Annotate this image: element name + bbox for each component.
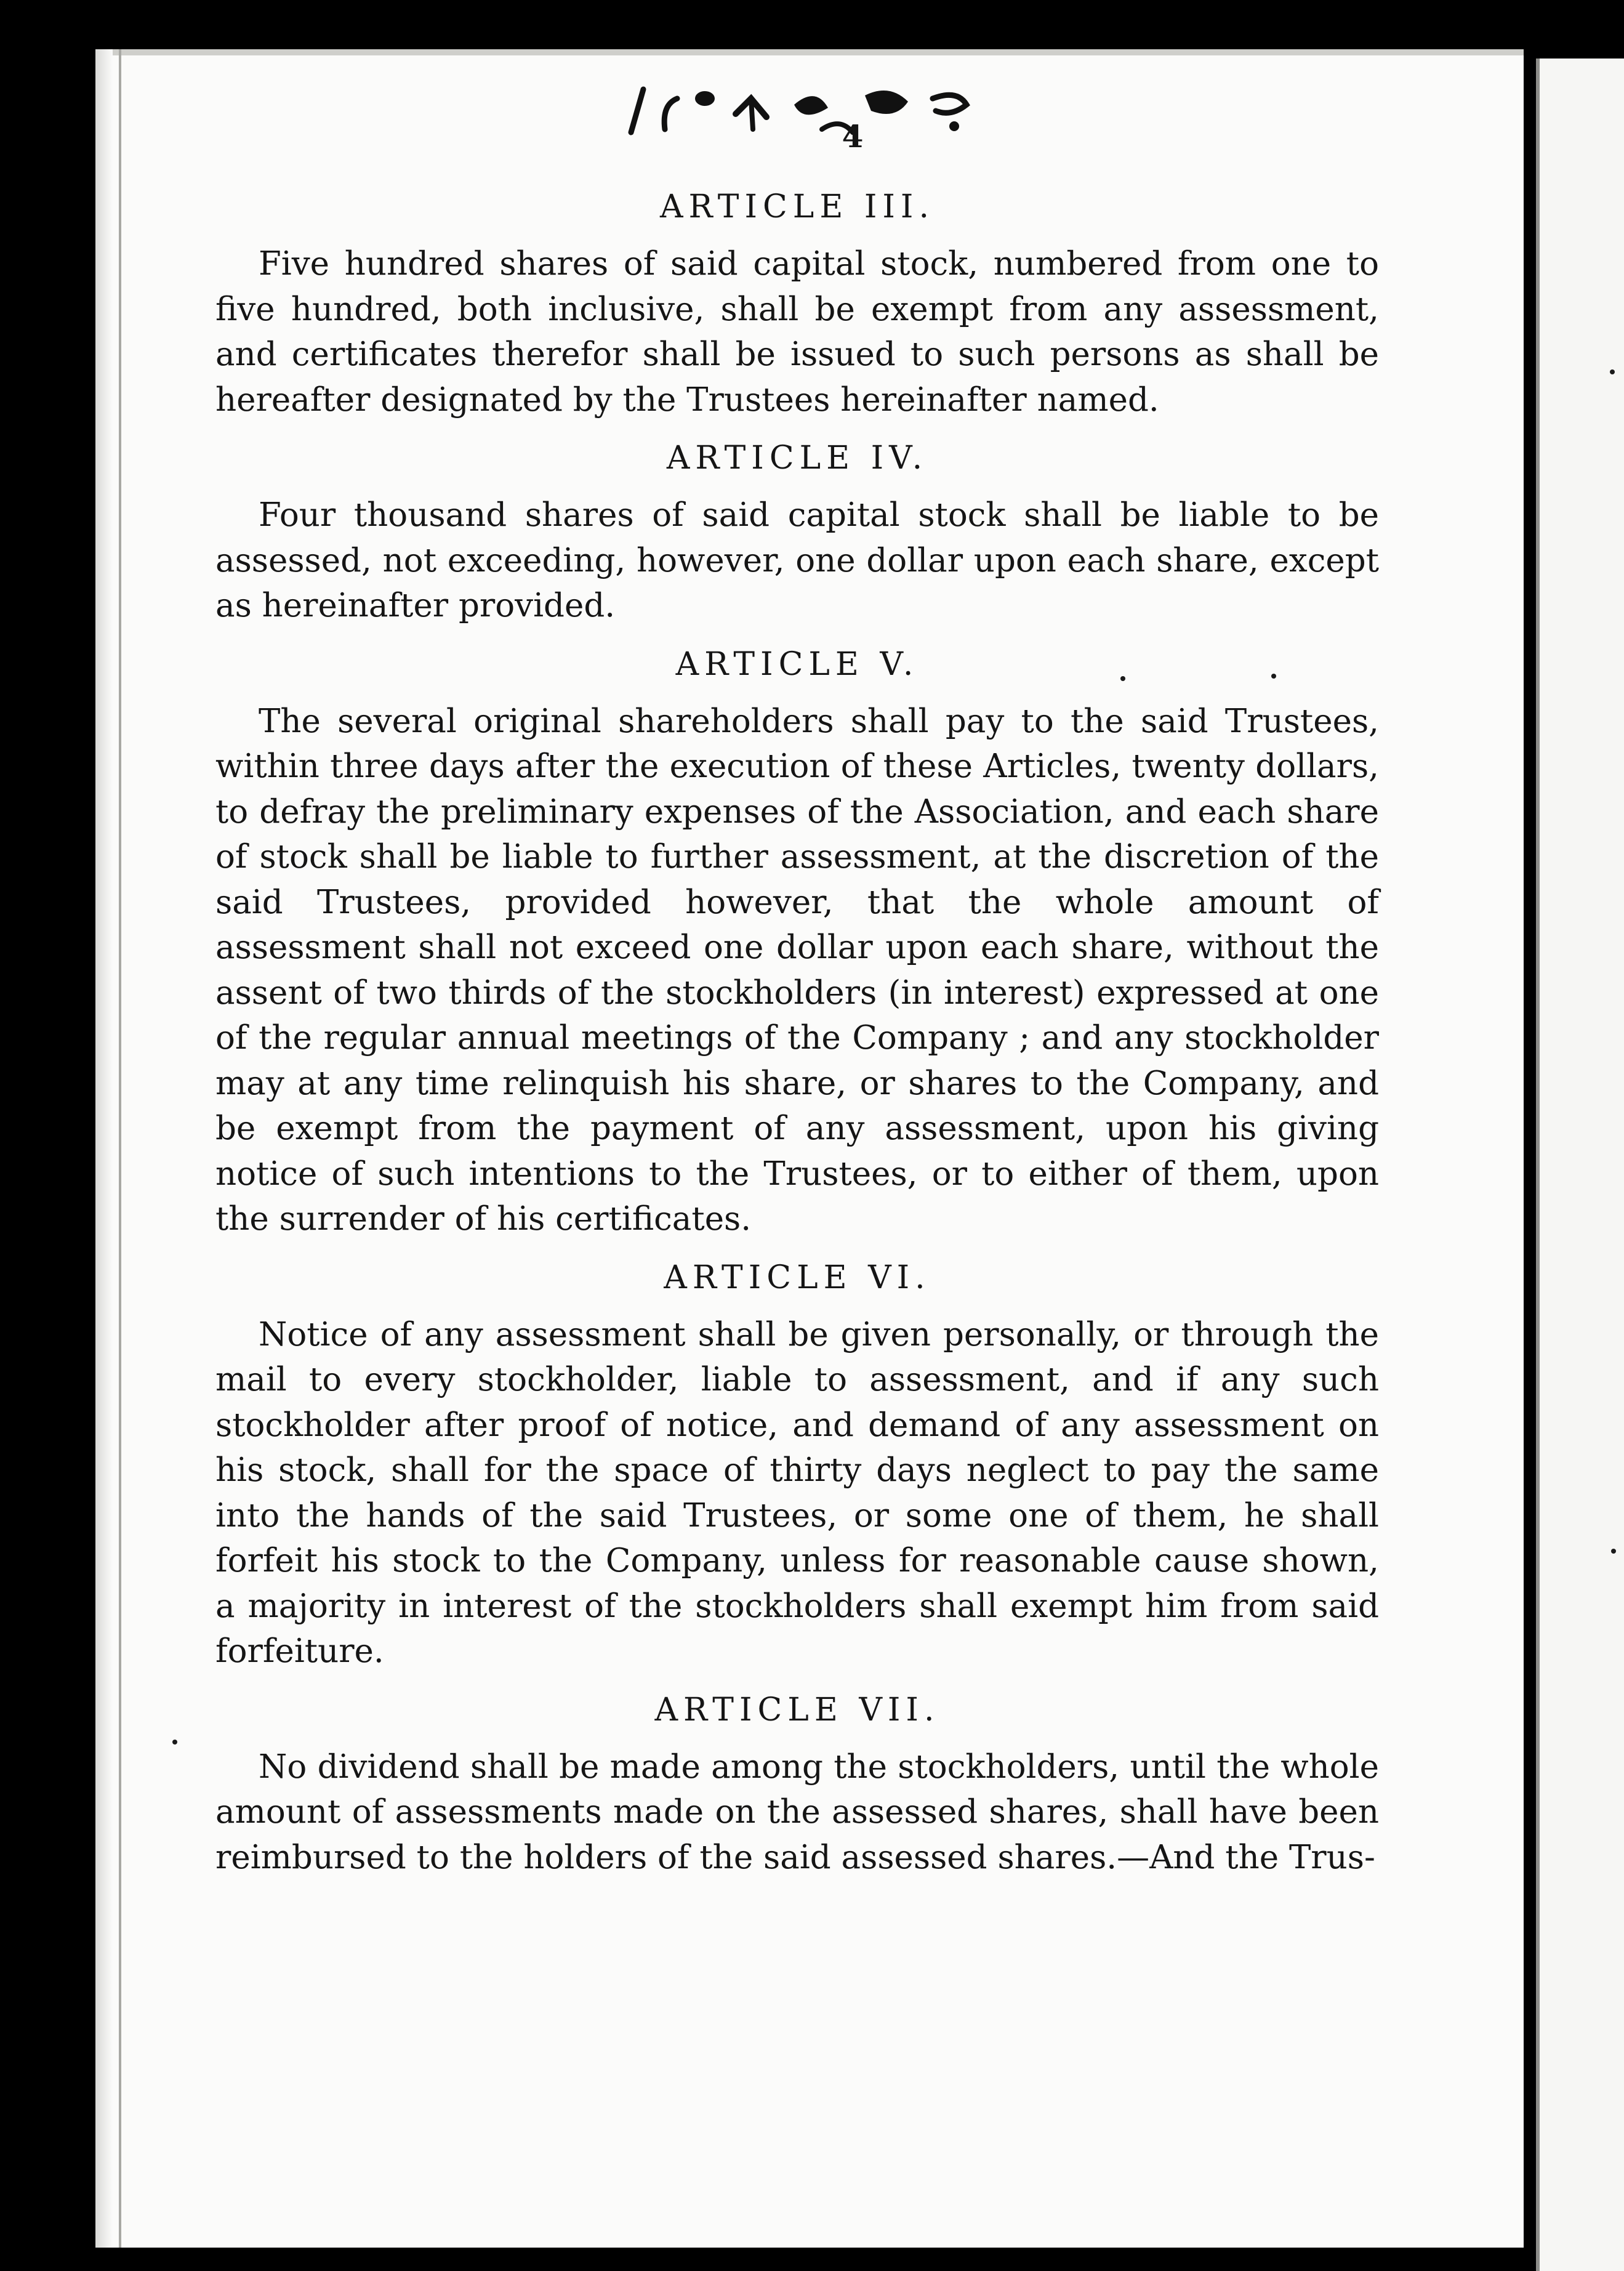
article-paragraph: Notice of any assessment shall be given personally, or through the mail to every stockholder, liable to assessment, and if any such stockholder after proof of notice, and demand of any assessment on his stock, shall for the space of thirty days neglect to pay the same into the hands of the said Trustees, or some one of them, he shall forfeit his stock to the Company, unless for reasonable cause shown, a majority in interest of the stockholders shall exempt him from said forfeiture. [215, 1315, 1379, 1670]
ink-speck [1611, 1549, 1616, 1554]
article-heading: ARTICLE V. [675, 645, 919, 683]
page-top-edge [95, 49, 1524, 55]
binding-rule [119, 49, 121, 2248]
article-paragraph: No dividend shall be made among the stockholders, until the whole amount of assessments made on the assessed shares, shall have been reimbursed to the holders of the said assessed shares.—And the Trus- [215, 1748, 1379, 1876]
adjacent-page-shadow [1536, 58, 1540, 2271]
page-number: 4 [842, 118, 864, 155]
article-heading: ARTICLE IV. [666, 440, 928, 477]
article-heading: ARTICLE VII. [654, 1691, 940, 1728]
document-body [215, 185, 1379, 1880]
marginalia-strokes [619, 80, 988, 139]
ink-speck [1610, 369, 1615, 374]
article-heading: ARTICLE III. [660, 188, 935, 225]
article-heading: ARTICLE VI. [664, 1259, 931, 1296]
article-paragraph: The several original shareholders shall pay to the said Trustees, within three days after the execution of these Articles, twenty dollars, to defray the preliminary expenses of the Association, and each share of stock shall be liable to further assessment, at the discretion of the said Trustees, provided however, that the whole amount of assessment shall not exceed one dollar upon each share, without the assent of two thirds of the stockholders (in interest) expressed at one of the regular annual meetings of the Company ; and any stockholder may at any time relinquish his share, or shares to the Company, and be exempt from the payment of any assessment, upon his giving notice of such intentions to the Trustees, or to either of them, upon the surrender of his certificates. [215, 702, 1379, 1238]
binding-shadow [95, 49, 113, 2248]
article-paragraph: Four thousand shares of said capital stock shall be liable to be assessed, not exceeding, however, one dollar upon each share, except as hereinafter provided. [215, 496, 1379, 624]
ink-speck [172, 1740, 177, 1745]
article-paragraph: Five hundred shares of said capital stock, numbered from one to five hundred, both inclusive, shall be exempt from any assessment, and certificates therefor shall be issued to such persons as shall be hereafter designated by the Trustees hereinafter named. [215, 245, 1379, 419]
handwritten-marginalia [619, 80, 988, 139]
adjacent-page-edge [1536, 58, 1624, 2271]
